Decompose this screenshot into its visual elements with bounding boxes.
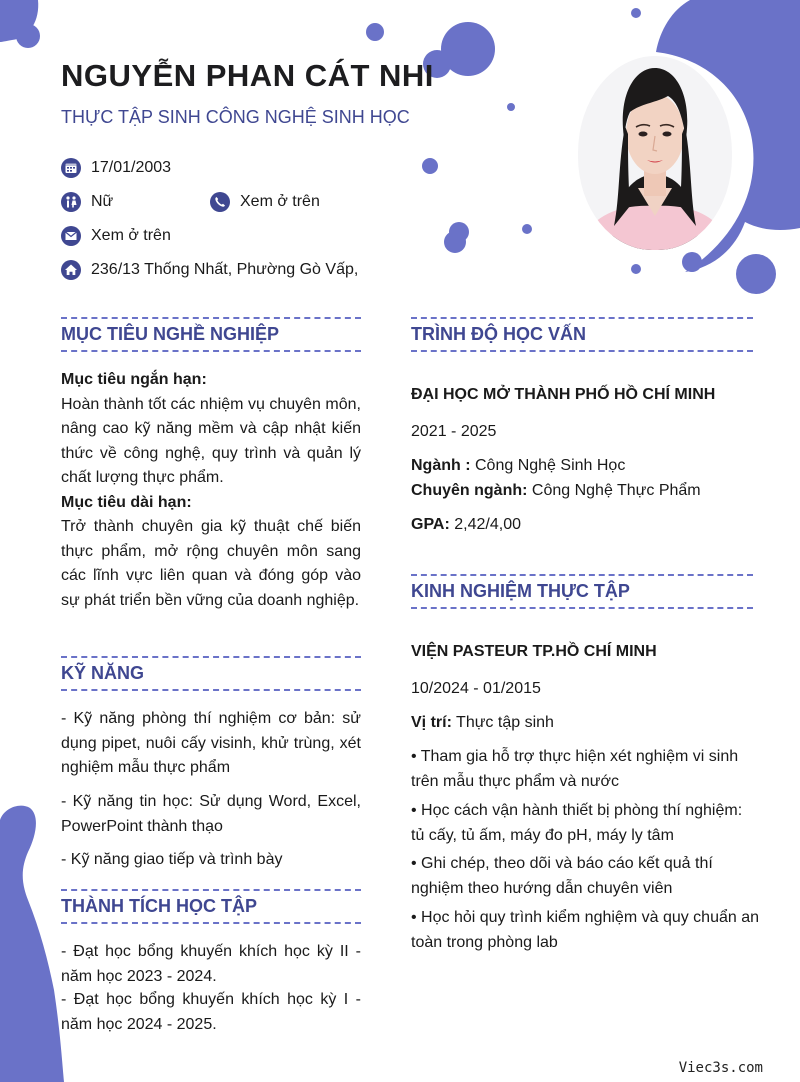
- experience-period: 10/2024 - 01/2015: [411, 680, 541, 697]
- experience-position: Thực tập sinh: [456, 714, 554, 731]
- skill-item: - Kỹ năng giao tiếp và trình bày: [61, 851, 283, 868]
- objective-short-text: Hoàn thành tốt các nhiệm vụ chuyên môn, nâng cao kỹ năng mềm và cập nhật kiến thức về công nghệ, quy trình và quản lý chất lượng thực phẩm.: [61, 395, 361, 486]
- education-gpa-row: [411, 513, 521, 538]
- home-icon: [61, 260, 81, 280]
- achievement-item: - Đạt học bổng khuyến khích học kỳ I - năm học 2024 - 2025.: [61, 991, 361, 1033]
- address-row: [61, 260, 358, 280]
- email-row: [61, 226, 171, 246]
- achievements-heading: THÀNH TÍCH HỌC TẬP: [61, 889, 361, 924]
- objective-long-label: Mục tiêu dài hạn:: [61, 493, 192, 511]
- education-period: 2021 - 2025: [411, 423, 497, 440]
- objective-heading: MỤC TIÊU NGHỀ NGHIỆP: [61, 317, 361, 352]
- candidate-role: THỰC TẬP SINH CÔNG NGHỆ SINH HỌC: [61, 107, 410, 127]
- education-major-label: Ngành :: [411, 457, 471, 474]
- email-text: Xem ở trên: [91, 227, 171, 244]
- education-gpa-label: GPA:: [411, 516, 450, 533]
- achievement-item: - Đạt học bổng khuyến khích học kỳ II - năm học 2023 - 2024.: [61, 943, 361, 985]
- education-spec: Công Nghệ Thực Phẩm: [531, 482, 701, 499]
- portrait-illustration: [578, 56, 732, 250]
- experience-company: VIỆN PASTEUR TP.HỒ CHÍ MINH: [411, 643, 657, 660]
- phone-row: [210, 192, 320, 212]
- objective-body: [61, 368, 361, 613]
- education-spec-row: [411, 479, 701, 504]
- phone-text: Xem ở trên: [240, 193, 320, 210]
- skills-heading: KỸ NĂNG: [61, 656, 361, 691]
- calendar-icon: [61, 158, 81, 178]
- phone-icon: [210, 192, 230, 212]
- education-heading: TRÌNH ĐỘ HỌC VẤN: [411, 317, 753, 352]
- education-spec-label: Chuyên ngành:: [411, 482, 528, 499]
- experience-position-label: Vị trí:: [411, 714, 452, 731]
- gender-row: [61, 192, 113, 212]
- experience-heading: KINH NGHIỆM THỰC TẬP: [411, 574, 753, 609]
- education-gpa: 2,42/4,00: [454, 516, 521, 533]
- objective-long-text: Trở thành chuyên gia kỹ thuật chế biến thực phẩm, mở rộng chuyên môn sang các lĩnh vực liên quan và đóng góp vào sự phát triển bền vững của doanh nghiệp.: [61, 518, 361, 609]
- gender-text: Nữ: [91, 193, 114, 210]
- candidate-name: NGUYỄN PHAN CÁT NHI: [61, 58, 434, 93]
- birthdate-row: [61, 158, 171, 178]
- experience-bullet: • Ghi chép, theo dõi và báo cáo kết quả thí nghiệm theo hướng dẫn chuyên viên: [411, 855, 713, 897]
- gender-icon: [61, 192, 81, 212]
- footer-brand: Viec3s.com: [678, 1060, 763, 1076]
- profile-photo: [578, 56, 732, 250]
- skill-item: - Kỹ năng phòng thí nghiệm cơ bản: sử dụng pipet, nuôi cấy visinh, khử trùng, xét nghiệm mẫu thực phẩm: [61, 710, 361, 776]
- education-major: Công Nghệ Sinh Học: [475, 457, 626, 474]
- birthdate-text: 17/01/2003: [91, 159, 172, 176]
- skill-item: - Kỹ năng tin học: Sử dụng Word, Excel, PowerPoint thành thạo: [61, 793, 361, 835]
- experience-bullet: • Học cách vận hành thiết bị phòng thí nghiệm: tủ cấy, tủ ấm, máy đo pH, máy ly tâm: [411, 802, 743, 844]
- experience-bullet: • Học hỏi quy trình kiểm nghiệm và quy chuẩn an toàn trong phòng lab: [411, 909, 760, 951]
- experience-bullet: • Tham gia hỗ trợ thực hiện xét nghiệm vi sinh trên mẫu thực phẩm và nước: [411, 748, 739, 790]
- experience-position-row: [411, 711, 554, 736]
- education-school: ĐẠI HỌC MỞ THÀNH PHỐ HỒ CHÍ MINH: [411, 386, 716, 403]
- address-text: 236/13 Thống Nhất, Phường Gò Vấp,: [91, 261, 359, 278]
- education-major-row: [411, 454, 625, 479]
- objective-short-label: Mục tiêu ngắn hạn:: [61, 371, 207, 388]
- mail-icon: [61, 226, 81, 246]
